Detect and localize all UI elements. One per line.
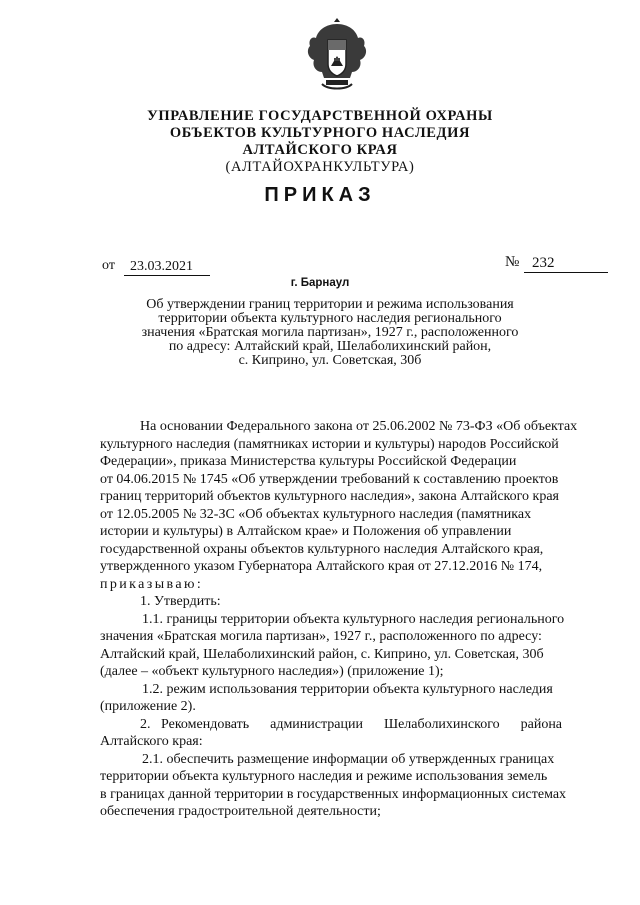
- city-name: г. Барнаул: [290, 277, 350, 289]
- item-1-1-line: Алтайский край, Шелаболихинский район, с. Киприно, ул. Советская, 30б: [100, 646, 544, 662]
- item-2-1-line: территории объекта культурного наследия и режиме использования земель: [100, 769, 548, 784]
- item-1-2-line: 1.2. режим использования территории объекта культурного наследия: [142, 681, 553, 697]
- document-type-title: ПРИКАЗ: [264, 184, 376, 206]
- body-line: На основании Федерального закона от 25.06.2002 № 73-ФЗ «Об объектах: [140, 419, 578, 434]
- item-2-1-line: обеспечения градостроительной деятельности;: [100, 804, 381, 819]
- order-date: 23.03.2021: [124, 258, 210, 276]
- item-2-1-line: 2.1. обеспечить размещение информации об утвержденных границах: [142, 751, 555, 767]
- organization-name-line-1: УПРАВЛЕНИЕ ГОСУДАРСТВЕННОЙ ОХРАНЫ: [147, 108, 493, 124]
- organization-name-line-3: АЛТАЙСКОГО КРАЯ: [242, 142, 398, 158]
- body-line: от 04.06.2015 № 1745 «Об утверждении требований к составлению проектов: [100, 471, 559, 487]
- body-line: государственной охраны объектов культурного наследия Алтайского края,: [100, 541, 544, 557]
- order-subject: [100, 298, 560, 368]
- coat-of-arms-emblem: [304, 18, 370, 96]
- body-line: истории и культуры) в Алтайском крае» и Положения об управлении: [100, 524, 512, 539]
- subject-line: по адресу: Алтайский край, Шелаболихинский район,: [168, 339, 492, 354]
- order-body: [100, 418, 606, 821]
- item-1-2-line: (приложение 2).: [100, 699, 196, 714]
- body-line: утвержденного указом Губернатора Алтайского края от 27.12.2016 № 174,: [100, 559, 543, 574]
- item-1-1-line: 1.1. границы территории объекта культурного наследия регионального: [142, 611, 565, 627]
- subject-line: территории объекта культурного наследия регионального: [158, 311, 502, 326]
- item-2-line: 2. Рекомендовать администрации Шелаболихинского района: [140, 716, 563, 732]
- organization-short-name: (АЛТАЙОХРАНКУЛЬТУРА): [225, 159, 415, 175]
- body-line: границ территорий объектов культурного наследия», закона Алтайского края: [100, 489, 559, 504]
- number-label: №: [505, 254, 520, 270]
- item-1-1-line: (далее – «объект культурного наследия») (приложение 1);: [100, 664, 444, 679]
- body-line: от 12.05.2005 № 32-ЗС «Об объектах культурного наследия (памятниках: [100, 506, 532, 522]
- date-label: от: [102, 258, 115, 273]
- item-1: 1. Утвердить:: [140, 594, 221, 609]
- item-2-1-line: в границах данной территории в государственных информационных системах: [100, 786, 567, 802]
- subject-line: Об утверждении границ территории и режима использования: [146, 297, 514, 312]
- subject-line: значения «Братская могила партизан», 1927 г., расположенного: [141, 325, 519, 340]
- body-line: культурного наследия (памятниках истории и культуры) народов Российской: [100, 436, 559, 452]
- order-word: приказываю:: [100, 576, 204, 592]
- item-1-1-line: значения «Братская могила партизан», 1927 г., расположенного по адресу:: [100, 629, 542, 644]
- order-number: 232: [524, 254, 608, 273]
- organization-name-line-2: ОБЪЕКТОВ КУЛЬТУРНОГО НАСЛЕДИЯ: [169, 125, 471, 141]
- item-2-line: Алтайского края:: [100, 734, 203, 749]
- body-line: Федерации», приказа Министерства культуры Российской Федерации: [100, 454, 517, 469]
- subject-line: с. Киприно, ул. Советская, 30б: [238, 353, 422, 368]
